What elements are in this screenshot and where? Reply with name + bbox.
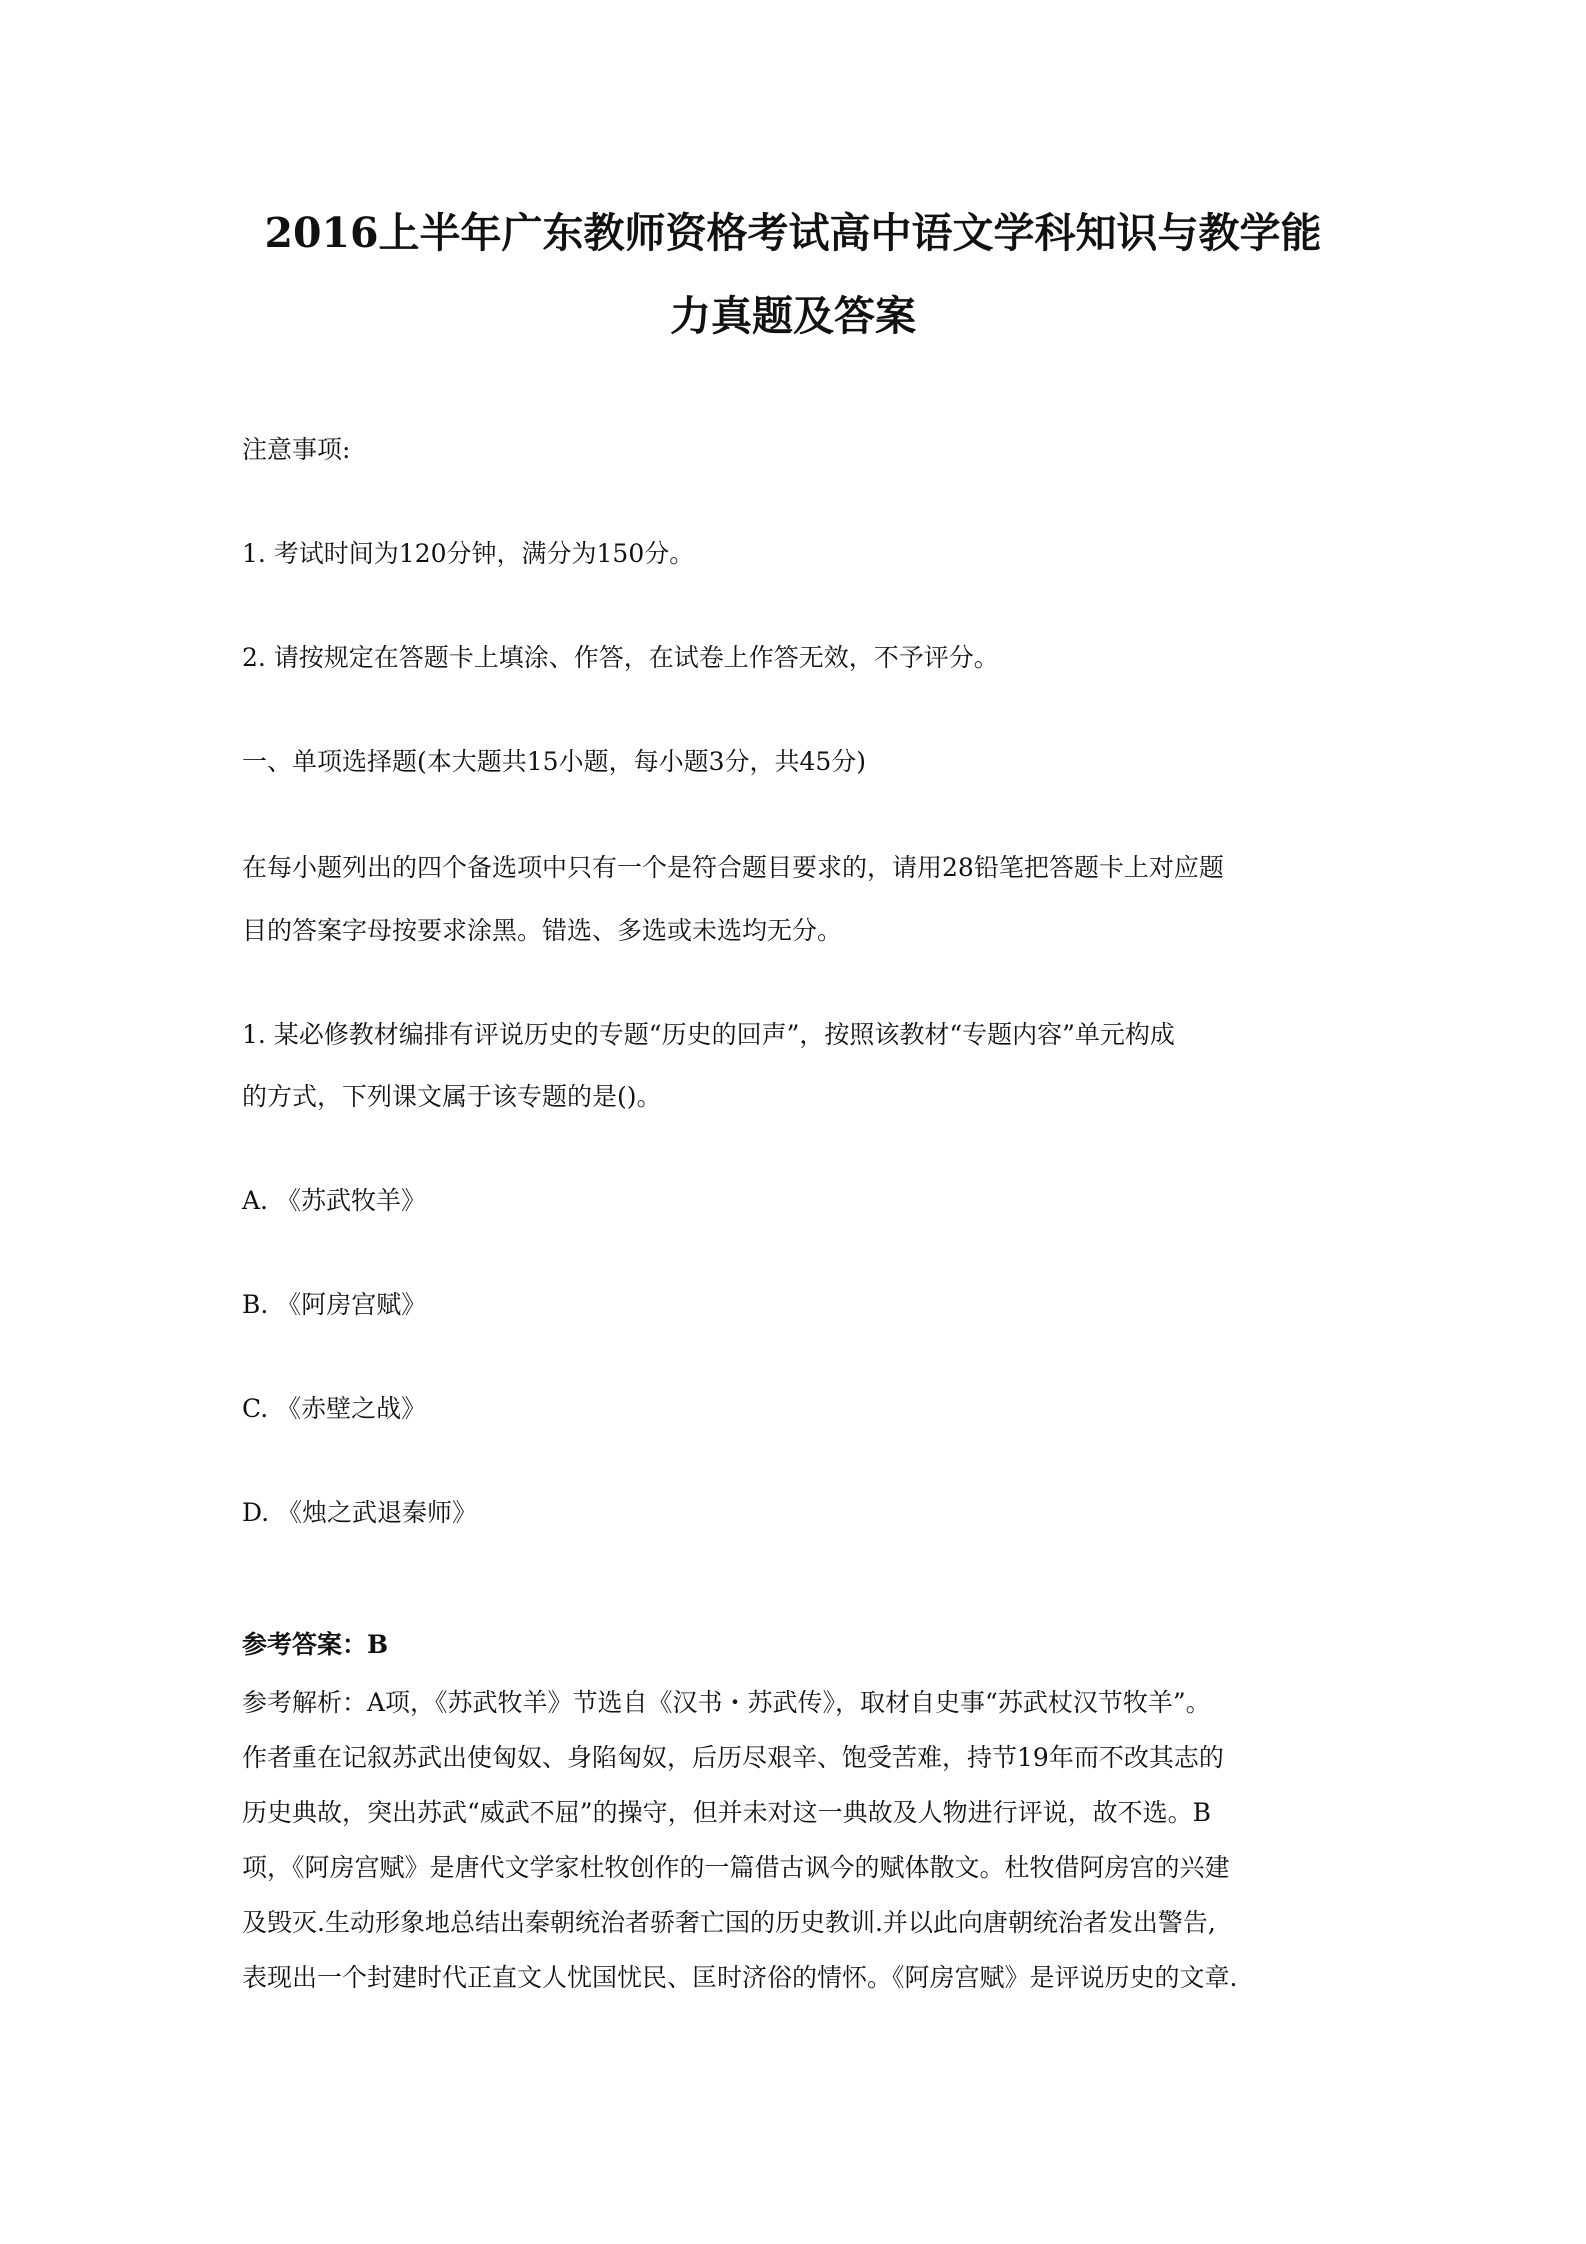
option-b: B. 《阿房宫赋》 [242, 1290, 427, 1319]
analysis-line: 及毁灭.生动形象地总结出秦朝统治者骄奢亡国的历史教训.并以此向唐朝统治者发出警告, [242, 1908, 1216, 1937]
section-instruction-line-1: 在每小题列出的四个备选项中只有一个是符合题目要求的，请用28铅笔把答题卡上对应题 [242, 853, 1224, 882]
analysis-line: 表现出一个封建时代正直文人忧国忧民、匡时济俗的情怀。《阿房宫赋》是评说历史的文章. [242, 1963, 1238, 1992]
question-stem-line-2: 的方式，下列课文属于该专题的是()。 [242, 1082, 662, 1111]
section-heading: 一、单项选择题(本大题共15小题，每小题3分，共45分) [242, 747, 867, 776]
option-a: A. 《苏武牧羊》 [242, 1186, 426, 1215]
notice-heading: 注意事项: [242, 435, 351, 464]
option-c: C. 《赤壁之战》 [242, 1394, 427, 1423]
notice-item-2: 2. 请按规定在答题卡上填涂、作答，在试卷上作答无效，不予评分。 [242, 643, 999, 672]
answer-label: 参考答案：B [242, 1630, 389, 1659]
analysis-line: 历史典故，突出苏武“威武不屈”的操守，但并未对这一典故及人物进行评说，故不选。B [242, 1798, 1211, 1827]
analysis-line: 作者重在记叙苏武出使匈奴、身陷匈奴，后历尽艰辛、饱受苦难，持节19年而不改其志的 [242, 1743, 1224, 1772]
document-title-line-1: 2016上半年广东教师资格考试高中语文学科知识与教学能 [264, 209, 1322, 257]
notice-item-1: 1. 考试时间为120分钟，满分为150分。 [242, 539, 695, 568]
analysis-line: 项，《阿房宫赋》是唐代文学家杜牧创作的一篇借古讽今的赋体散文。杜牧借阿房宫的兴建 [242, 1853, 1230, 1882]
question-stem-line-1: 1. 某必修教材编排有评说历史的专题“历史的回声”，按照该教材“专题内容”单元构成 [242, 1020, 1175, 1049]
document-title-line-2: 力真题及答案 [670, 292, 916, 340]
section-instruction-line-2: 目的答案字母按要求涂黑。错选、多选或未选均无分。 [242, 916, 843, 945]
analysis-line: 参考解析：A项，《苏武牧羊》节选自《汉书・苏武传》，取材自史事“苏武杖汉节牧羊”。 [242, 1688, 1211, 1717]
option-d: D. 《烛之武退秦师》 [242, 1498, 478, 1527]
